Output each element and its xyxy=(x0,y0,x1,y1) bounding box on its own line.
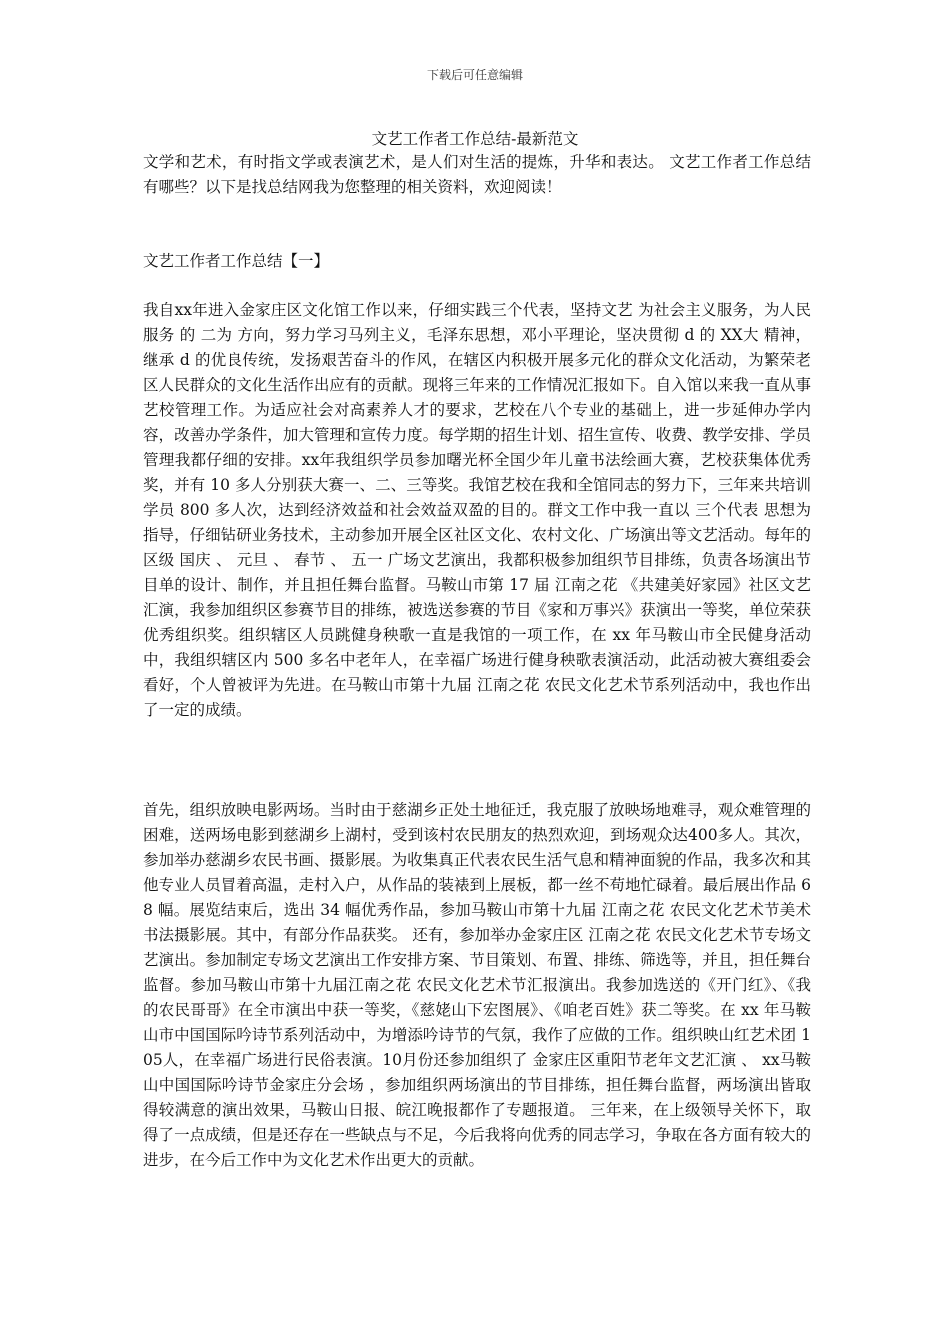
body-paragraph: 首先，组织放映电影两场。当时由于慈湖乡正处土地征迁，我克服了放映场地难寻，观众难管理的困难，送两场电影到慈湖乡上湖村，受到该村农民朋友的热烈欢迎，到场观众达400多人。其次，参加举办慈湖乡农民书画、摄影展。为收集真正代表农民生活气息和精神面貌的作品，我多次和其他专业人员冒着高温，走村入户，从作品的装裱到上展板，都一丝不苟地忙碌着。最后展出作品 68 幅。展览结束后，选出 34 幅优秀作品，参加马鞍山市第十九届 江南之花 农民文化艺术节美术书法摄影展。其中，有部分作品获奖。 还有，参加举办金家庄区 江南之花 农民文化艺术节专场文艺演出。参加制定专场文艺演出工作安排方案、节目策划、布置、排练、筛选等，并且，担任舞台监督。参加马鞍山市第十九届江南之花 农民文化艺术节汇报演出。我参加选送的《开门红》、《我的农民哥哥》在全市演出中获一等奖，《慈姥山下宏图展》、《咱老百姓》获二等奖。在 xx 年马鞍山市中国国际吟诗节系列活动中，为增添吟诗节的气氛，我作了应做的工作。组织映山红艺术团 105人，在幸福广场进行民俗表演。10月份还参加组织了 金家庄区重阳节老年文艺汇演 、 xx马鞍山中国国际吟诗节金家庄分会场 ，参加组织两场演出的节目排练，担任舞台监督，两场演出皆取得较满意的演出效果，马鞍山日报、皖江晚报都作了专题报道。 三年来，在上级领导关怀下，取得了一点成绩，但是还存在一些缺点与不足，今后我将向优秀的同志学习，争取在各方面有较大的进步，在今后工作中为文化艺术作出更大的贡献。 xyxy=(143,801,811,1169)
intro-paragraph: 文学和艺术，有时指文学或表演艺术，是人们对生活的提炼，升华和表达。 文艺工作者工作总结有哪些？以下是找总结网我为您整理的相关资料，欢迎阅读！ xyxy=(143,153,811,196)
header-note: 下载后可任意编辑 xyxy=(426,68,523,82)
section-heading: 文艺工作者工作总结【一】 xyxy=(143,252,330,270)
document-title: 文艺工作者工作总结-最新范文 xyxy=(371,130,579,148)
body-paragraph: 我自xx年进入金家庄区文化馆工作以来，仔细实践三个代表，坚持文艺 为社会主义服务，为人民服务 的 二为 方向，努力学习马列主义，毛泽东思想，邓小平理论，坚决贯彻 d 的 XX大 精神，继承 d 的优良传统，发扬艰苦奋斗的作风，在辖区内积极开展多元化的群众文化活动，为繁荣老区人民群众的文化生活作出应有的贡献。现将三年来的工作情况汇报如下。自入馆以来我一直从事艺校管理工作。为适应社会对高素养人才的要求，艺校在八个专业的基础上，进一步延伸办学内容，改善办学条件，加大管理和宣传力度。每学期的招生计划、招生宣传、收费、教学安排、学员管理我都仔细的安排。xx年我组织学员参加曙光杯全国少年儿童书法绘画大赛，艺校获集体优秀奖，并有 10 多人分别获大赛一、二、三等奖。我馆艺校在我和全馆同志的努力下，三年来共培训学员 800 多人次，达到经济效益和社会效益双盈的目的。群文工作中我一直以 三个代表 思想为指导，仔细钻研业务技术，主动参加开展全区社区文化、农村文化、广场演出等文艺活动。每年的区级 国庆 、 元旦 、 春节 、 五一 广场文艺演出，我都积极参加组织节目排练，负责各场演出节目单的设计、制作，并且担任舞台监督。马鞍山市第 17 届 江南之花 《共建美好家园》社区文艺汇演，我参加组织区参赛节目的排练，被选送参赛的节目《家和万事兴》获演出一等奖，单位荣获优秀组织奖。组织辖区人员跳健身秧歌一直是我馆的一项工作，在 xx 年马鞍山市全民健身活动中，我组织辖区内 500 多名中老年人，在幸福广场进行健身秧歌表演活动，此活动被大赛组委会看好，个人曾被评为先进。在马鞍山市第十九届 江南之花 农民文化艺术节系列活动中，我也作出了一定的成绩。 xyxy=(143,301,811,719)
